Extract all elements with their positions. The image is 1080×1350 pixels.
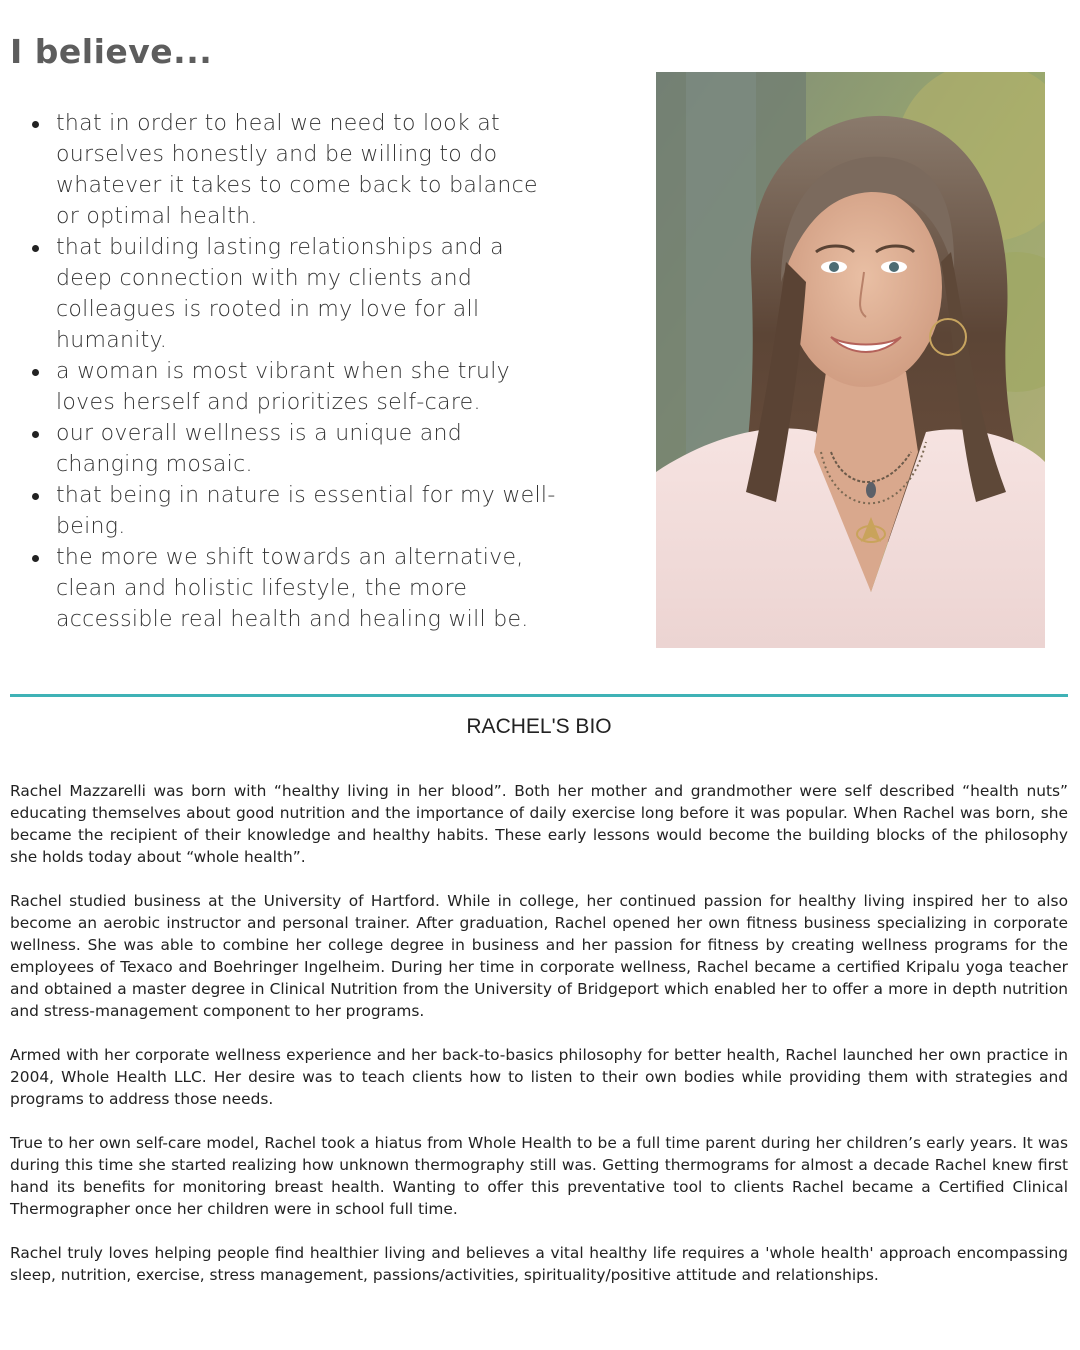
- bio-text: [10, 780, 1068, 1308]
- belief-text: the more we shift towards an alternative, clean and holistic lifestyle, the more accessible real health and healing will be.: [56, 545, 529, 632]
- belief-item: [56, 356, 556, 418]
- belief-text: that being in nature is essential for my well-being.: [56, 483, 556, 539]
- belief-item: [56, 232, 556, 356]
- bullet-icon: [32, 245, 39, 252]
- bullet-icon: [32, 555, 39, 562]
- bio-paragraph: Rachel studied business at the University of Hartford. While in college, her continued passion for healthy living inspired her to also become an aerobic instructor and personal trainer. After graduation, Rachel opened her own fitness business specializing in corporate wellness. She was able to combine her college degree in business and her passion for fitness by creating wellness programs for the employees of Texaco and Boehringer Ingelheim. During her time in corporate wellness, Rachel became a certified Kripalu yoga teacher and obtained a master degree in Clinical Nutrition from the University of Bridgeport which enabled her to offer a more in depth nutrition and stress-management component to her programs.: [10, 892, 1068, 1020]
- bio-heading: RACHEL'S BIO: [466, 715, 612, 738]
- bio-paragraph: Rachel Mazzarelli was born with “healthy living in her blood”. Both her mother and grandmother were self described “health nuts” educating themselves about good nutrition and the importance of daily exercise long before it was popular. When Rachel was born, she became the recipient of their knowledge and healthy habits. These early lessons would become the building blocks of the philosophy she holds today about “whole health”.: [10, 782, 1068, 866]
- bio-paragraph: True to her own self-care model, Rachel took a hiatus from Whole Health to be a full time parent during her children’s early years. It was during this time she started realizing how unknown thermography still was. Getting thermograms for almost a decade Rachel knew first hand its benefits for monitoring breast health. Wanting to offer this preventative tool to clients Rachel became a Certified Clinical Thermographer once her children were in school full time.: [10, 1134, 1068, 1218]
- belief-text: that building lasting relationships and a deep connection with my clients and colleagues is rooted in my love for all humanity.: [56, 235, 504, 353]
- bullet-icon: [32, 493, 39, 500]
- section-divider: [10, 694, 1068, 697]
- belief-text: a woman is most vibrant when she truly loves herself and prioritizes self-care.: [56, 359, 510, 415]
- believe-title: I believe...: [10, 32, 213, 71]
- bio-paragraph: Rachel truly loves helping people find healthier living and believes a vital healthy life requires a 'whole health' approach encompassing sleep, nutrition, exercise, stress management, passions/activities, spirituality/positive attitude and relationships.: [10, 1244, 1068, 1284]
- belief-item: [56, 480, 556, 542]
- belief-text: that in order to heal we need to look at ourselves honestly and be willing to do whatever it takes to come back to balance or optimal health.: [56, 111, 538, 229]
- belief-list: [18, 108, 556, 635]
- bio-paragraph: Armed with her corporate wellness experience and her back-to-basics philosophy for better health, Rachel launched her own practice in 2004, Whole Health LLC. Her desire was to teach clients how to listen to their own bodies while providing them with strategies and programs to address those needs.: [10, 1046, 1068, 1108]
- bullet-icon: [32, 431, 39, 438]
- belief-item: [56, 542, 556, 635]
- belief-item: [56, 108, 556, 232]
- bullet-icon: [32, 121, 39, 128]
- bullet-icon: [32, 369, 39, 376]
- portrait-photo: [656, 72, 1045, 648]
- belief-item: [56, 418, 556, 480]
- belief-text: our overall wellness is a unique and changing mosaic.: [56, 421, 463, 477]
